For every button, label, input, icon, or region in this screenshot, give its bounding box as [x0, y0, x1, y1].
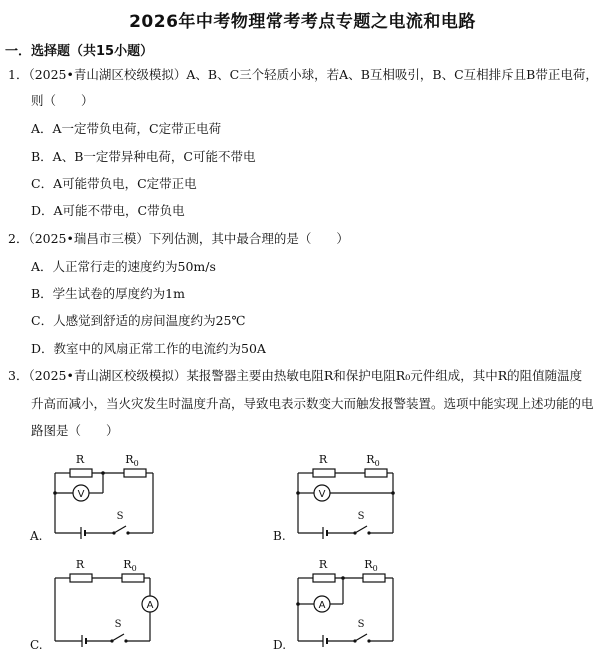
question-2-stem: 2．（2025•瑞昌市三模）下列估测，其中最合理的是（ ）	[8, 231, 349, 246]
q1-option-a: A．A一定带负电荷，C定带正电荷	[31, 121, 222, 136]
resistor-r0	[124, 469, 146, 477]
switch	[355, 634, 367, 641]
meter-label: A	[318, 600, 326, 611]
circuit-diagram-b	[283, 445, 413, 545]
q2-option-a: A．人正常行走的速度约为50m/s	[31, 259, 216, 274]
switch	[112, 634, 124, 641]
switch	[355, 526, 367, 533]
r0-label: $R_0$	[366, 453, 380, 468]
r0-label: $R_0$	[123, 558, 137, 573]
q2-option-d: D．教室中的风扇正常工作的电流约为50A	[31, 341, 266, 356]
r0-label: $R_0$	[364, 558, 378, 573]
question-1-stem-cont: 则（ ）	[31, 93, 94, 108]
q1-option-d: D．A可能不带电，C带负电	[31, 203, 185, 218]
resistor-r	[313, 469, 335, 477]
question-3-stem-cont-2: 路图是（ ）	[31, 423, 119, 438]
q1-option-c: C．A可能带负电，C定带正电	[31, 176, 197, 191]
page-title: 2026年中考物理常考考点专题之电流和电路	[129, 12, 476, 32]
circuit-b-label: B.	[273, 529, 286, 543]
meter-label: V	[318, 489, 326, 500]
q2-option-c: C．人感觉到舒适的房间温度约为25℃	[31, 313, 246, 328]
meter-label: V	[77, 489, 85, 500]
question-3-stem: 3．（2025•青山湖区校级模拟）某报警器主要由热敏电阻R和保护电阻R₀元件组成，其中R的阻值随温度	[8, 368, 583, 383]
resistor-r	[70, 469, 92, 477]
switch-label: S	[357, 511, 365, 522]
circuit-diagram-a	[40, 445, 170, 545]
circuit-diagram-c	[40, 553, 170, 653]
r-label: R	[318, 558, 328, 571]
q1-option-b: B．A、B一定带异种电荷，C可能不带电	[31, 149, 256, 164]
r-label: R	[75, 453, 85, 466]
section-heading: 一．选择题（共15小题）	[5, 44, 154, 59]
resistor-r0	[365, 469, 387, 477]
question-1-stem: 1．（2025•青山湖区校级模拟）A、B、C三个轻质小球，若A、B互相吸引，B、C互相排斥且B带正电荷，	[8, 67, 598, 82]
resistor-r0	[122, 574, 144, 582]
q2-option-b: B．学生试卷的厚度约为1m	[31, 286, 185, 301]
resistor-r0	[363, 574, 385, 582]
switch-label: S	[357, 619, 365, 630]
circuit-c-label: C.	[30, 638, 43, 652]
resistor-r	[70, 574, 92, 582]
meter-label: A	[146, 600, 154, 611]
resistor-r	[313, 574, 335, 582]
switch-label: S	[116, 511, 124, 522]
circuit-d-label: D.	[273, 638, 287, 652]
r0-label: $R_0$	[125, 453, 139, 468]
question-3-stem-cont-1: 升高而减小，当火灾发生时温度升高，导致电表示数变大而触发报警装置。选项中能实现上述功能的电	[31, 396, 594, 411]
switch-label: S	[114, 619, 122, 630]
circuit-diagram-d	[283, 553, 413, 653]
r-label: R	[318, 453, 328, 466]
switch	[114, 526, 126, 533]
circuit-a-label: A.	[30, 529, 43, 543]
r-label: R	[75, 558, 85, 571]
